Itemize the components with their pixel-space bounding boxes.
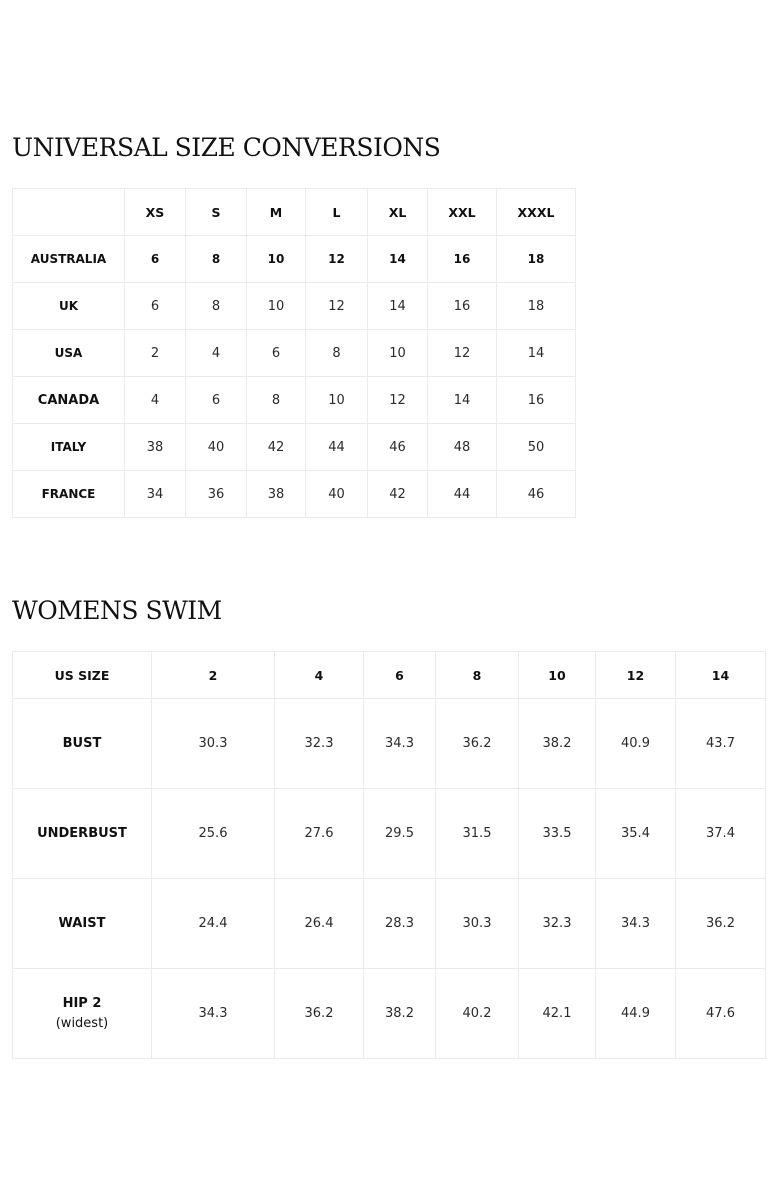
- table-cell: 42: [247, 424, 306, 471]
- table-cell: 24.4: [152, 879, 275, 969]
- table-cell: 44.9: [596, 969, 676, 1059]
- table-cell: 42: [368, 471, 428, 518]
- table-cell: 30.3: [436, 879, 519, 969]
- table-cell: 50: [497, 424, 576, 471]
- table-cell: 4: [186, 330, 247, 377]
- table-cell: 12: [368, 377, 428, 424]
- table-row: [13, 330, 576, 377]
- header-cell-us-size: US SIZE: [13, 652, 152, 699]
- table-cell: 34.3: [364, 699, 436, 789]
- header-cell-xxxl: XXXL: [497, 189, 576, 236]
- table-cell: 46: [497, 471, 576, 518]
- table-cell: 16: [497, 377, 576, 424]
- table-cell: 14: [368, 283, 428, 330]
- womens-swim-title: WOMENS SWIM: [12, 596, 222, 625]
- table-row: [13, 283, 576, 330]
- header-cell-xs: XS: [125, 189, 186, 236]
- table-cell: 38: [247, 471, 306, 518]
- table-cell: 32.3: [519, 879, 596, 969]
- table-cell: 10: [247, 283, 306, 330]
- table-cell: 6: [125, 236, 186, 283]
- row-label-bust: [13, 699, 152, 789]
- table-row: [13, 789, 766, 879]
- table-cell: 36.2: [436, 699, 519, 789]
- table-cell: 12: [428, 330, 497, 377]
- table-cell: 42.1: [519, 969, 596, 1059]
- row-label-france: FRANCE: [13, 471, 125, 518]
- table-cell: 47.6: [676, 969, 766, 1059]
- table-row: [13, 236, 576, 283]
- table-row: [13, 699, 766, 789]
- table-cell: 38.2: [364, 969, 436, 1059]
- table-cell: 14: [368, 236, 428, 283]
- table-cell: 48: [428, 424, 497, 471]
- table-row: [13, 424, 576, 471]
- table-header-row: [13, 652, 766, 699]
- header-cell-size-8: 8: [436, 652, 519, 699]
- table-cell: 36.2: [676, 879, 766, 969]
- header-cell-s: S: [186, 189, 247, 236]
- header-cell-xxl: XXL: [428, 189, 497, 236]
- table-cell: 31.5: [436, 789, 519, 879]
- row-label-text: WAIST: [58, 915, 106, 931]
- row-label-text: BUST: [62, 735, 102, 751]
- header-cell-size-12: 12: [596, 652, 676, 699]
- table-cell: 8: [247, 377, 306, 424]
- header-cell-size-4: 4: [275, 652, 364, 699]
- table-cell: 10: [306, 377, 368, 424]
- header-cell-size-14: 14: [676, 652, 766, 699]
- table-cell: 40: [186, 424, 247, 471]
- row-label-underbust: [13, 789, 152, 879]
- table-cell: 25.6: [152, 789, 275, 879]
- table-row: [13, 471, 576, 518]
- table-cell: 4: [125, 377, 186, 424]
- table-cell: 12: [306, 283, 368, 330]
- row-label-usa: USA: [13, 330, 125, 377]
- table-cell: 10: [247, 236, 306, 283]
- table-cell: 16: [428, 283, 497, 330]
- table-cell: 29.5: [364, 789, 436, 879]
- table-cell: 8: [306, 330, 368, 377]
- table-cell: 36: [186, 471, 247, 518]
- table-cell: 33.5: [519, 789, 596, 879]
- row-label-waist: [13, 879, 152, 969]
- table-cell: 8: [186, 236, 247, 283]
- table-cell: 46: [368, 424, 428, 471]
- table-cell: 14: [497, 330, 576, 377]
- row-label-uk: UK: [13, 283, 125, 330]
- table-cell: 10: [368, 330, 428, 377]
- row-label-text: UNDERBUST: [37, 825, 127, 841]
- table-cell: 8: [186, 283, 247, 330]
- table-cell: 44: [428, 471, 497, 518]
- table-cell: 43.7: [676, 699, 766, 789]
- table-cell: 12: [306, 236, 368, 283]
- table-cell: 14: [428, 377, 497, 424]
- table-cell: 34: [125, 471, 186, 518]
- table-cell: 6: [247, 330, 306, 377]
- table-cell: 40.2: [436, 969, 519, 1059]
- row-label-australia: AUSTRALIA: [13, 236, 125, 283]
- conversions-title: UNIVERSAL SIZE CONVERSIONS: [12, 133, 441, 162]
- table-cell: 44: [306, 424, 368, 471]
- table-cell: 28.3: [364, 879, 436, 969]
- row-label-canada: CANADA: [13, 377, 125, 424]
- header-cell-l: L: [306, 189, 368, 236]
- header-cell-m: M: [247, 189, 306, 236]
- header-cell-xl: XL: [368, 189, 428, 236]
- table-cell: 34.3: [596, 879, 676, 969]
- table-cell: 6: [186, 377, 247, 424]
- table-cell: 30.3: [152, 699, 275, 789]
- table-cell: 27.6: [275, 789, 364, 879]
- table-cell: 6: [125, 283, 186, 330]
- table-cell: 40: [306, 471, 368, 518]
- table-cell: 18: [497, 236, 576, 283]
- table-row: [13, 879, 766, 969]
- size-conversion-table: [12, 188, 576, 518]
- table-cell: 34.3: [152, 969, 275, 1059]
- row-label-hip: [13, 969, 152, 1059]
- table-cell: 18: [497, 283, 576, 330]
- table-cell: 38: [125, 424, 186, 471]
- table-cell: 26.4: [275, 879, 364, 969]
- row-label-italy: ITALY: [13, 424, 125, 471]
- row-sublabel-text: (widest): [55, 1015, 109, 1031]
- table-cell: 35.4: [596, 789, 676, 879]
- table-row: [13, 969, 766, 1059]
- table-cell: 36.2: [275, 969, 364, 1059]
- row-label-text: HIP 2: [62, 995, 102, 1011]
- header-cell-size-10: 10: [519, 652, 596, 699]
- table-cell: 40.9: [596, 699, 676, 789]
- table-cell: 16: [428, 236, 497, 283]
- table-cell: 32.3: [275, 699, 364, 789]
- header-cell-size-2: 2: [152, 652, 275, 699]
- header-cell-empty: [13, 189, 125, 236]
- womens-swim-table: [12, 651, 766, 1059]
- table-header-row: [13, 189, 576, 236]
- header-cell-size-6: 6: [364, 652, 436, 699]
- table-row: [13, 377, 576, 424]
- table-cell: 37.4: [676, 789, 766, 879]
- table-cell: 2: [125, 330, 186, 377]
- table-cell: 38.2: [519, 699, 596, 789]
